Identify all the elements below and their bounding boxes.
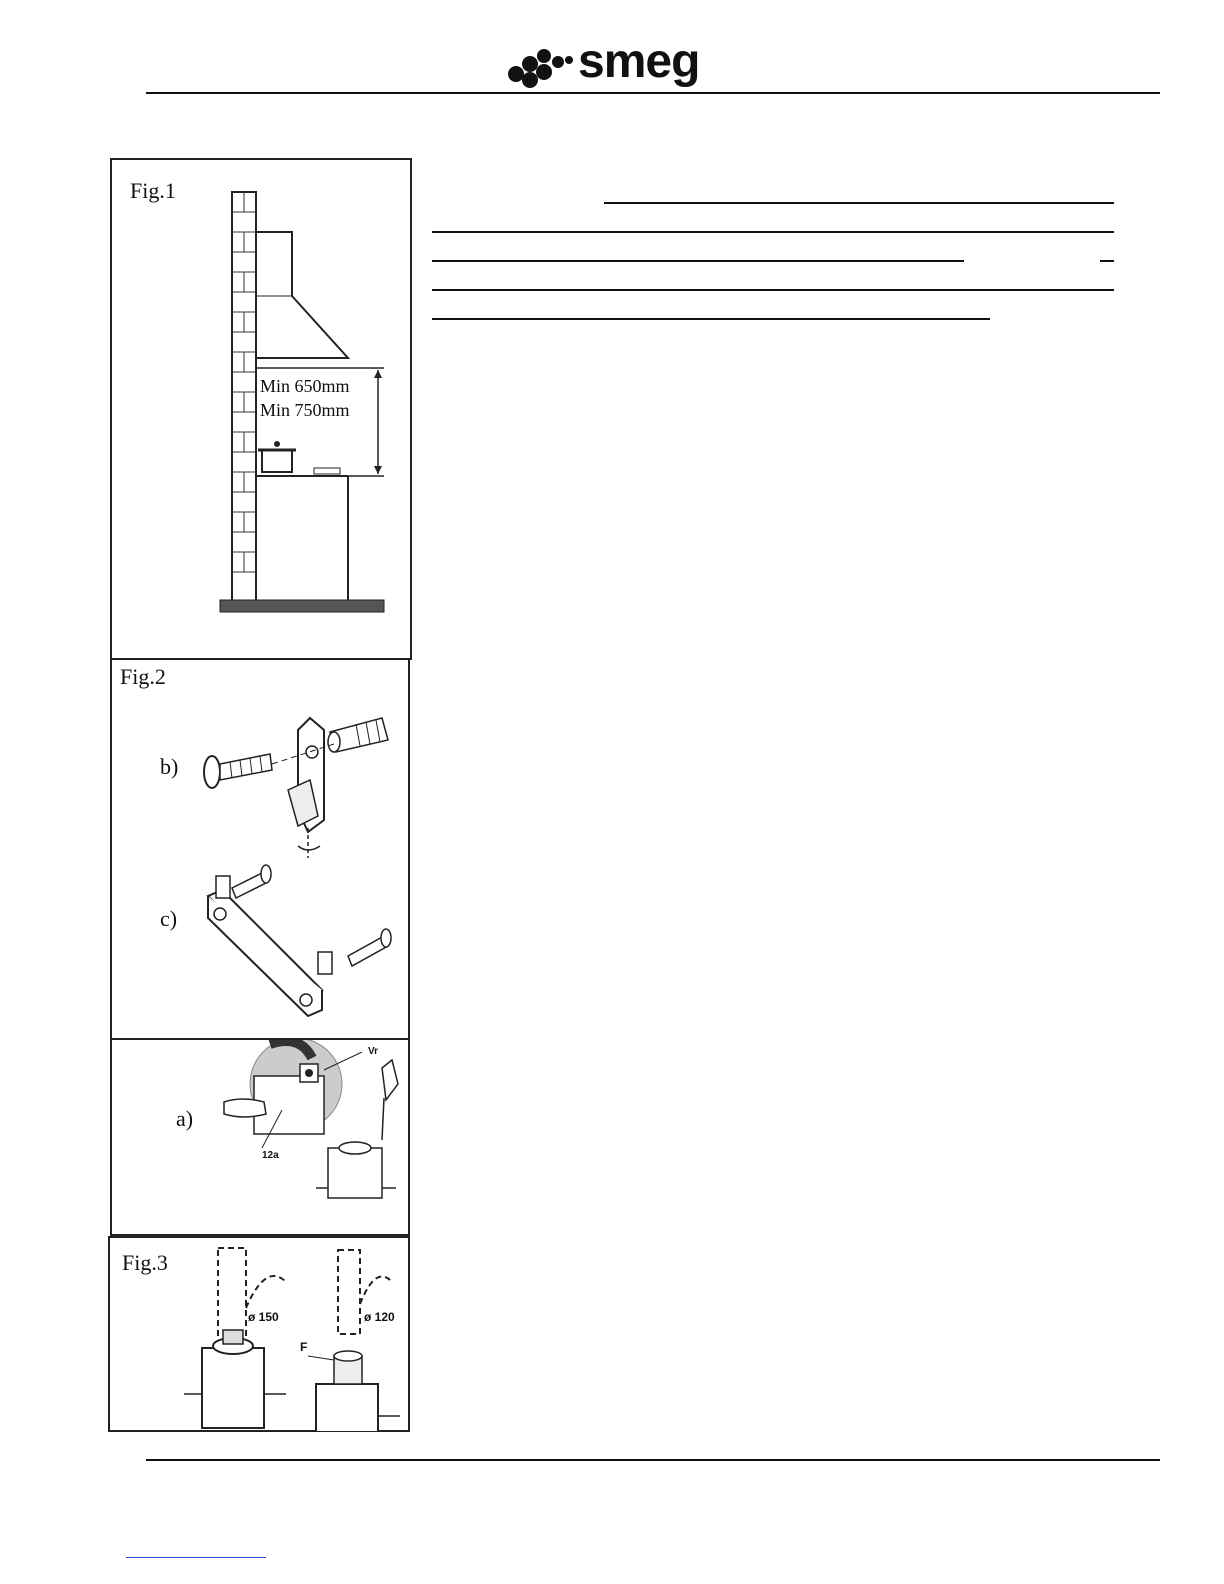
fig3-panel: [108, 1236, 410, 1432]
footer-link-underline[interactable]: [126, 1557, 266, 1558]
fig3-diameter-150: ø 150: [248, 1310, 279, 1324]
fig1-panel: [110, 158, 412, 660]
text-underline-4: [432, 289, 1114, 291]
brand-logo-dots-icon: [506, 40, 578, 90]
fig1-label: Fig.1: [130, 178, 176, 203]
text-underline-5: [432, 318, 990, 320]
fig2-bracket-illustration: [112, 660, 410, 1038]
fig2a-panel: [110, 1040, 410, 1236]
brand-logo: [506, 35, 716, 90]
fig3-diameter-120: ø 120: [364, 1310, 395, 1324]
footer-rule: [146, 1459, 1160, 1461]
fig1-dim-min-650: Min 650mm: [260, 376, 350, 396]
fig3-flange-label: F: [300, 1340, 308, 1354]
fig2a-hood-fixing-illustration: [112, 1040, 410, 1234]
fig2-callout-vr: Vr: [368, 1046, 379, 1057]
brand-logo-text: smeg: [578, 35, 700, 88]
fig2-panel: [110, 660, 410, 1040]
text-underline-1: [604, 202, 1114, 204]
fig2-label: Fig.2: [120, 664, 166, 689]
fig2-step-a: a): [176, 1106, 194, 1131]
fig1-dim-min-750: Min 750mm: [260, 400, 350, 420]
text-underline-3a: [432, 260, 964, 262]
text-underline-2: [432, 231, 1114, 233]
fig2-callout-12a: 12a: [262, 1150, 279, 1161]
text-underline-3b: [1100, 260, 1114, 262]
fig2-step-b: b): [160, 754, 179, 779]
fig3-duct-illustration: [110, 1238, 410, 1432]
fig2-step-c: c): [160, 906, 178, 931]
fig3-label: Fig.3: [122, 1250, 168, 1275]
header-rule: [146, 92, 1160, 94]
